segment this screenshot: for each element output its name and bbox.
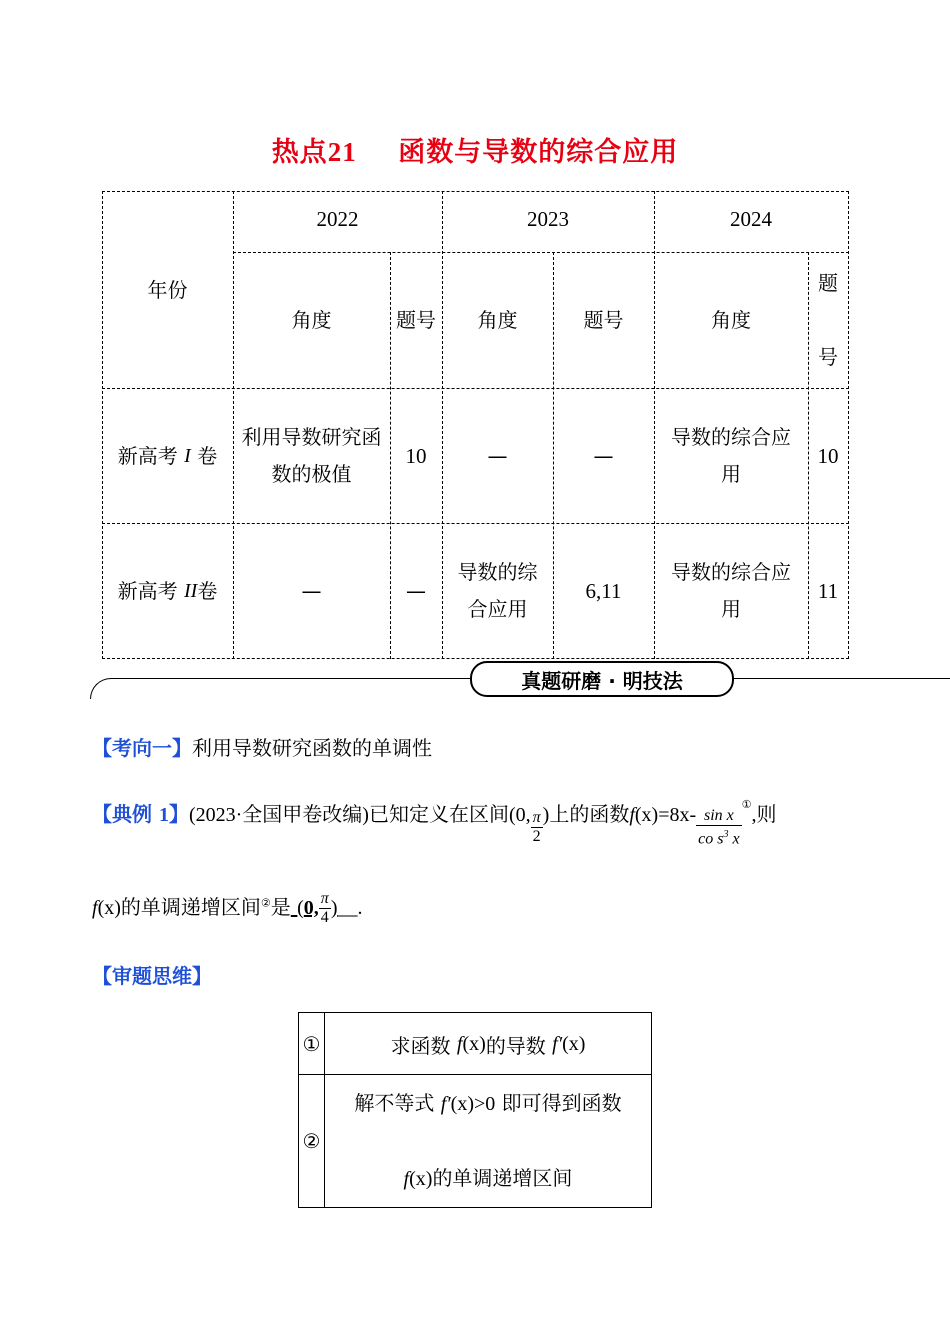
direction-line <box>92 732 432 761</box>
qnum-header-2024: 题 号 <box>818 271 838 369</box>
example-line-2: f(x)的单调递增区间②是 (0, $\frac{\pi}{4}$ )__. <box>92 890 363 926</box>
row1-2022-angle: 利用导数研究函 数的极值 <box>241 424 382 486</box>
exam-table <box>102 191 849 659</box>
page-title <box>0 130 950 169</box>
angle-header-2023: 角度 <box>477 308 518 332</box>
title-number: 21 <box>327 137 357 167</box>
mark-1: ① <box>302 1032 321 1056</box>
sin-over-cos: $\frac{\text{sin x}}{co s^3 x}$ <box>698 807 740 848</box>
thinking-row-2: 解不等式 f′(x)>0 即可得到函数 f(x)的单调递增区间 <box>354 1091 622 1190</box>
row1-2024-angle: 导数的综合应 用 <box>671 424 791 486</box>
angle-header-2022: 角度 <box>291 308 332 332</box>
title-text: 函数与导数的综合应用 <box>398 137 679 168</box>
row-label-2: 新高考 II 卷 <box>117 578 218 603</box>
angle-header-2024: 角度 <box>711 308 751 332</box>
year-2022: 2022 <box>316 206 359 231</box>
banner-rule-left <box>110 678 472 679</box>
mark-2: ② <box>302 1129 321 1153</box>
example-tag: 【典例 1】 <box>92 802 189 827</box>
thinking-table <box>298 1012 652 1208</box>
section-banner: 真题研磨 · 明技法 <box>470 661 734 697</box>
qnum-header-2022: 题号 <box>396 308 436 332</box>
thinking-row-1: 求函数 f (x) 的导数 f′ (x) <box>390 1032 586 1058</box>
direction-tag: 【考向一】 <box>92 736 192 760</box>
banner-curve <box>90 678 113 699</box>
row2-2023-angle: 导数的综 合应用 <box>457 559 538 621</box>
row2-2022-angle: — <box>301 578 322 603</box>
year-2023: 2023 <box>527 206 569 231</box>
year-2024: 2024 <box>730 206 772 231</box>
example-line-1: 【典例 1】(2023·全国甲卷改编)已知定义在区间(0, $\frac{\pi}{2}$ )上的函数f(x)=8x- $\frac{\text{sin x}}{co s^3 x}$ ①,则 <box>92 797 777 848</box>
row2-2023-qnum: 6,11 <box>585 578 622 603</box>
qnum-header-2023: 题号 <box>583 308 624 332</box>
row1-2022-qnum: 10 <box>405 443 427 468</box>
pi-over-2: $\frac{\pi}{2}$ <box>532 809 541 846</box>
row-label-1: 新高考 I 卷 <box>117 443 218 468</box>
year-label: 年份 <box>147 277 188 302</box>
thinking-tag: 【审题思维】 <box>92 964 212 988</box>
answer: (0, $\frac{\pi}{4}$ ) <box>297 890 338 926</box>
direction-text: 利用导数研究函数的单调性 <box>192 736 432 760</box>
title-prefix: 热点 <box>271 137 328 168</box>
banner-rule-right <box>728 678 950 679</box>
row1-2023-angle: — <box>487 443 508 468</box>
row1-2023-qnum: — <box>593 443 614 468</box>
row2-2022-qnum: — <box>406 578 426 603</box>
row2-2024-qnum: 11 <box>817 578 839 603</box>
row1-2024-qnum: 10 <box>817 443 839 468</box>
row2-2024-angle: 导数的综合应 用 <box>671 559 791 621</box>
